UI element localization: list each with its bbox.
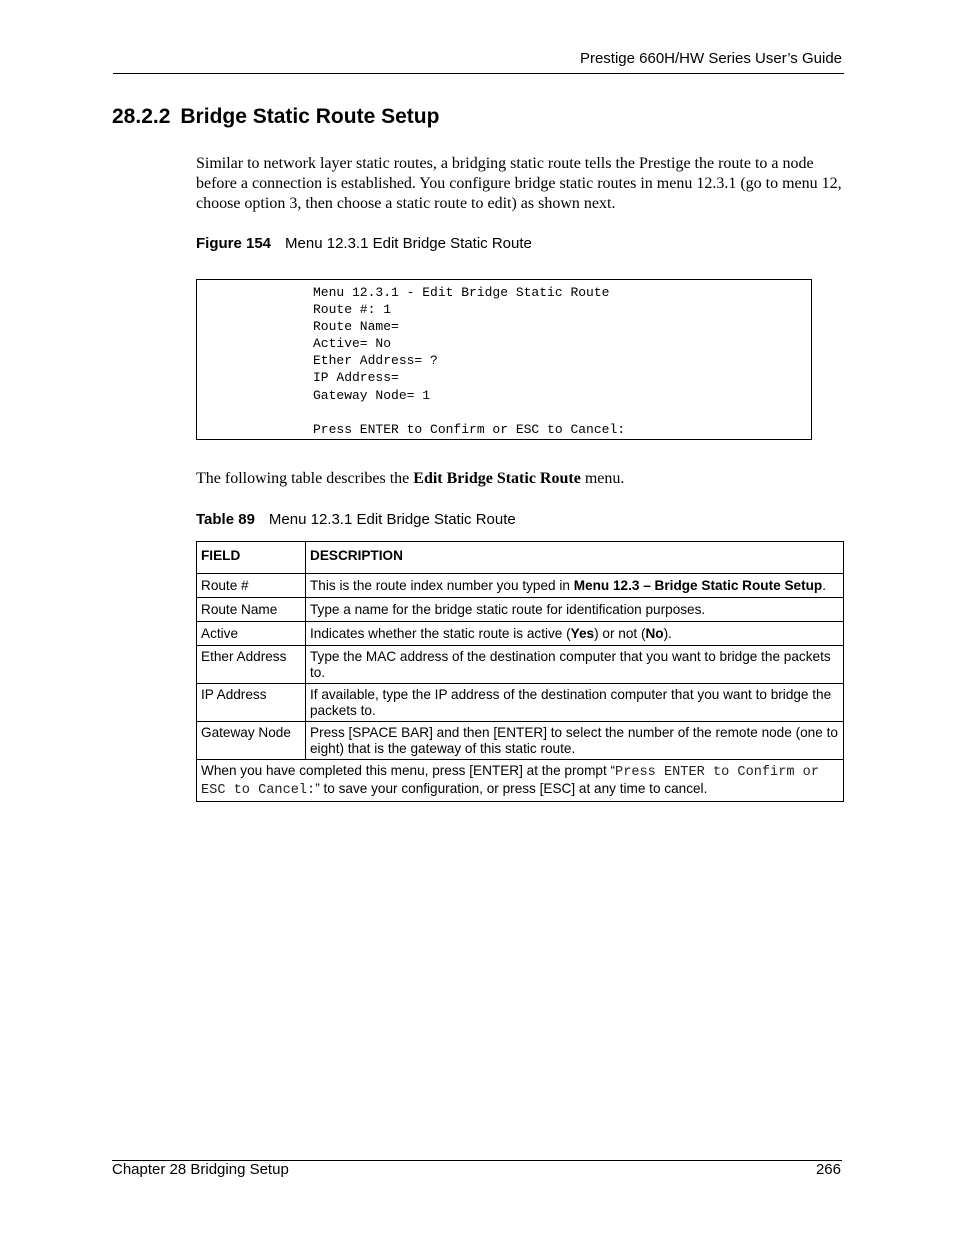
section-heading bbox=[112, 105, 439, 129]
intro-paragraph: Similar to network layer static routes, a bridging static route tells the Prestige the route to a node before a connection is established. You configure bridge static routes in menu 12.3.1 (go to menu 12, choose option 3, then choose a static route to edit) as shown next. bbox=[196, 155, 842, 212]
field-cell: Route Name bbox=[197, 598, 306, 622]
header-field: FIELD bbox=[197, 542, 306, 574]
field-cell: Active bbox=[197, 622, 306, 646]
desc-text: . bbox=[822, 578, 827, 593]
desc-text: ). bbox=[663, 626, 672, 641]
table-row bbox=[197, 684, 844, 722]
field-cell: Route # bbox=[197, 574, 306, 598]
menu-screen-figure bbox=[196, 279, 812, 440]
field-description-table bbox=[196, 541, 844, 802]
field-cell: Gateway Node bbox=[197, 722, 306, 760]
table-header-row bbox=[197, 542, 844, 574]
description-cell bbox=[306, 622, 844, 646]
screen-line: Menu 12.3.1 - Edit Bridge Static Route bbox=[313, 285, 610, 300]
section-title: Bridge Static Route Setup bbox=[180, 105, 440, 128]
table-caption-text: Menu 12.3.1 Edit Bridge Static Route bbox=[268, 511, 516, 528]
footer-text: ” to save your configuration, or press [ESC] at any time to cancel. bbox=[315, 780, 708, 796]
screen-line: Gateway Node= 1 bbox=[313, 388, 431, 403]
description-cell bbox=[306, 574, 844, 598]
screen-line: IP Address= bbox=[313, 370, 399, 385]
figure-caption bbox=[196, 235, 532, 252]
description-cell: If available, type the IP address of the destination computer that you want to bridge the packets to. bbox=[306, 684, 844, 722]
footer-text: When you have completed this menu, press [ENTER] at the prompt “ bbox=[201, 763, 616, 778]
desc-text: ) or not ( bbox=[594, 626, 646, 641]
table-caption bbox=[196, 511, 516, 528]
footer-code: Press ENTER to Confirm or ESC to Cancel: bbox=[201, 765, 819, 798]
desc-bold: No bbox=[645, 626, 664, 641]
desc-text: Indicates whether the static route is active ( bbox=[310, 626, 571, 641]
figure-caption-text: Menu 12.3.1 Edit Bridge Static Route bbox=[285, 235, 532, 252]
screen-line: Press ENTER to Confirm or ESC to Cancel: bbox=[313, 422, 626, 437]
section-number: 28.2.2 bbox=[112, 105, 171, 128]
table-footer-row bbox=[197, 760, 844, 802]
screen-line: Active= No bbox=[313, 336, 392, 351]
screen-line: Ether Address= ? bbox=[313, 353, 438, 368]
running-header: Prestige 660H/HW Series User’s Guide bbox=[579, 50, 842, 67]
table-intro-bold: Edit Bridge Static Route bbox=[413, 470, 581, 487]
table-footer-cell bbox=[197, 760, 844, 802]
desc-bold: Yes bbox=[570, 626, 595, 641]
table-row bbox=[197, 646, 844, 684]
desc-text: This is the route index number you typed in bbox=[310, 578, 574, 593]
description-cell: Type a name for the bridge static route for identification purposes. bbox=[306, 598, 844, 622]
screen-line: Route #: 1 bbox=[313, 302, 392, 317]
table-intro-text: The following table describes the bbox=[196, 470, 414, 487]
description-cell: Press [SPACE BAR] and then [ENTER] to select the number of the remote node (one to eight) that is the gateway of this static route. bbox=[306, 722, 844, 760]
field-cell: IP Address bbox=[197, 684, 306, 722]
table-row bbox=[197, 622, 844, 646]
header-rule bbox=[113, 73, 844, 74]
screen-line: Route Name= bbox=[313, 319, 399, 334]
desc-bold: Menu 12.3 – Bridge Static Route Setup bbox=[573, 578, 823, 593]
figure-label: Figure 154 bbox=[196, 235, 272, 252]
table-row bbox=[197, 574, 844, 598]
description-cell: Type the MAC address of the destination computer that you want to bridge the packets to. bbox=[306, 646, 844, 684]
table-intro-line bbox=[196, 470, 624, 488]
table-row bbox=[197, 598, 844, 622]
footer-page-number: 266 bbox=[815, 1161, 841, 1178]
field-cell: Ether Address bbox=[197, 646, 306, 684]
table-intro-text-end: menu. bbox=[580, 470, 625, 487]
footer-chapter: Chapter 28 Bridging Setup bbox=[112, 1161, 289, 1178]
table-row bbox=[197, 722, 844, 760]
header-description: DESCRIPTION bbox=[306, 542, 844, 574]
table-label: Table 89 bbox=[196, 511, 255, 528]
